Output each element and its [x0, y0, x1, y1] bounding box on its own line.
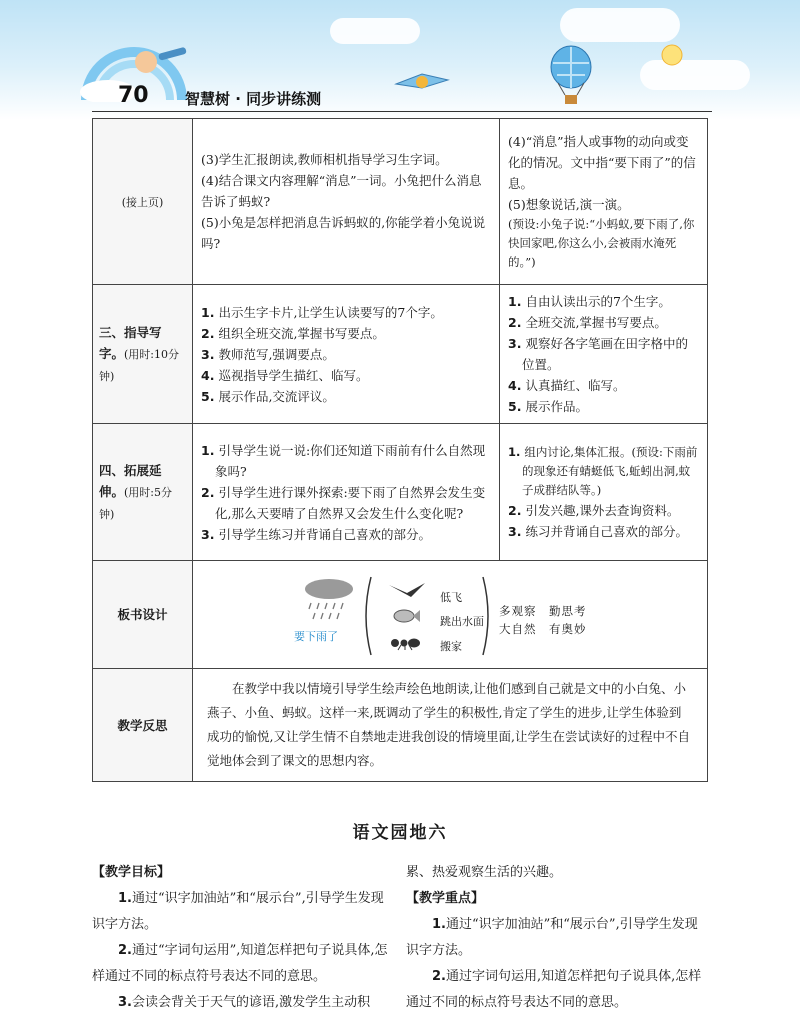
focus-heading: 【教学重点】 — [406, 891, 485, 906]
goal-item: 3.会读会背关于天气的谚语,激发学生主动积 — [118, 995, 371, 1010]
teacher-cell — [193, 119, 500, 285]
series-title: 智慧树 · 同步讲练测 — [185, 90, 322, 108]
page-number: 70 — [118, 83, 149, 108]
board-summary: 多观察 勤思考 — [499, 603, 587, 618]
table-row — [93, 285, 708, 424]
teacher-step: 1. 出示生字卡片,让学生认读要写的7个字。 — [201, 304, 443, 320]
teacher-step: 3. 教师范写,强调要点。 — [201, 346, 335, 362]
table-row — [93, 119, 708, 285]
row-label-extension: 四、拓展延伸。(用时:5分钟) — [93, 424, 193, 561]
focus-item: 1.通过“识字加油站”和“展示台”,引导学生发现识字方法。 — [406, 917, 698, 958]
student-step: 5. 展示作品。 — [508, 399, 588, 414]
goals-heading: 【教学目标】 — [92, 865, 171, 880]
focus-item: 2.通过字词句运用,知道怎样把句子说具体,怎样通过不同的标点符号表达不同的意思。 — [406, 969, 702, 1010]
student-step: 3. 练习并背诵自己喜欢的部分。 — [508, 523, 688, 539]
ant-icon — [389, 633, 423, 651]
board-item: 低飞 — [440, 590, 462, 604]
student-step: 3. 观察好各字笔画在田字格中的位置。 — [508, 336, 688, 372]
student-step: (5)想象说话,演一演。 — [508, 197, 630, 212]
board-item: 跳出水面 — [440, 614, 484, 628]
row-label-writing: 三、指导写字。(用时:10分钟) — [93, 285, 193, 424]
student-step: (4)“消息”指人或事物的动向或变化的情况。文中指“要下雨了”的信息。 — [508, 134, 696, 191]
board-item: 搬家 — [440, 639, 462, 653]
left-bracket — [359, 575, 373, 657]
rain-cloud-icon — [301, 577, 357, 625]
student-step: 2. 引发兴趣,课外去查询资料。 — [508, 502, 680, 518]
teacher-step: 2. 组织全班交流,掌握书写要点。 — [201, 325, 385, 341]
table-row — [93, 561, 708, 669]
teacher-step: 1. 引导学生说一说:你们还知道下雨前有什么自然现象吗? — [201, 442, 486, 479]
table-row — [93, 669, 708, 782]
student-step: 4. 认真描红、临写。 — [508, 378, 626, 393]
lesson-plan-table — [92, 118, 708, 782]
reflection-cell — [193, 669, 708, 782]
teacher-cell — [193, 424, 500, 561]
teacher-step: (4)结合课文内容理解“消息”一词。小兔把什么消息告诉了蚂蚁? — [201, 173, 482, 209]
reflection-text: 在教学中我以情境引导学生绘声绘色地朗读,让他们感到自己就是文中的小白兔、小燕子、小鱼、蚂蚁。这样一来,既调动了学生的积极性,肯定了学生的进步,让学生体验到成功的愉悦,又让学生情不自禁地走进我创设的情境里面,让学生在尝试读好的过程中不自觉地体会到了课文的思想内容。 — [207, 681, 690, 768]
teacher-step: 4. 巡视指导学生描红、临写。 — [201, 367, 369, 383]
board-design-cell — [193, 561, 708, 669]
table-row — [93, 424, 708, 561]
fish-icon — [391, 607, 421, 625]
goal-item: 2.通过“字词句运用”,知道怎样把句子说具体,怎样通过不同的标点符号表达不同的意思。 — [92, 943, 388, 984]
board-center-label: 要下雨了 — [294, 629, 338, 643]
row-label-continued: (接上页) — [93, 119, 193, 285]
student-step: 2. 全班交流,掌握书写要点。 — [508, 315, 667, 330]
teacher-step: 3. 引导学生练习并背诵自己喜欢的部分。 — [201, 526, 431, 542]
student-cell — [500, 285, 708, 424]
goals-column — [92, 860, 392, 1016]
goal-continuation: 累、热爱观察生活的兴趣。 — [406, 865, 563, 880]
student-step: 1. 自由认读出示的7个生字。 — [508, 294, 671, 309]
student-step: 1. 组内讨论,集体汇报。(预设:下雨前的现象还有蜻蜓低飞,蚯蚓出洞,蚊子成群结队等。) — [508, 444, 698, 497]
teacher-cell — [193, 285, 500, 424]
board-summary: 大自然 有奥妙 — [499, 621, 587, 636]
row-label-board: 板书设计 — [93, 561, 193, 669]
row-label-reflection: 教学反思 — [93, 669, 193, 782]
header-rule — [92, 111, 712, 112]
goal-item: 1.通过“识字加油站”和“展示台”,引导学生发现识字方法。 — [92, 891, 384, 932]
swallow-icon — [387, 581, 427, 601]
student-cell — [500, 424, 708, 561]
teacher-step: (3)学生汇报朗读,教师相机指导学习生字词。 — [201, 152, 448, 167]
teacher-step: (5)小兔是怎样把消息告诉蚂蚁的,你能学着小兔说说吗? — [201, 215, 486, 251]
sun-icon — [655, 38, 689, 72]
teacher-step: 5. 展示作品,交流评议。 — [201, 388, 335, 404]
hot-air-balloon-icon — [548, 45, 594, 107]
student-step: (预设:小兔子说:“小蚂蚁,要下雨了,你快回家吧,你这么小,会被雨水淹死的。”) — [508, 217, 695, 269]
teacher-step: 2. 引导学生进行课外探索:要下雨了自然界会发生变化,那么天要晴了自然界又会发生什么变化呢? — [201, 484, 486, 521]
student-cell — [500, 119, 708, 285]
kite-plane-icon — [392, 66, 452, 102]
board-design — [193, 563, 707, 667]
section-title: 语文园地六 — [352, 823, 448, 843]
right-bracket — [481, 575, 495, 657]
focus-column — [406, 860, 710, 1016]
